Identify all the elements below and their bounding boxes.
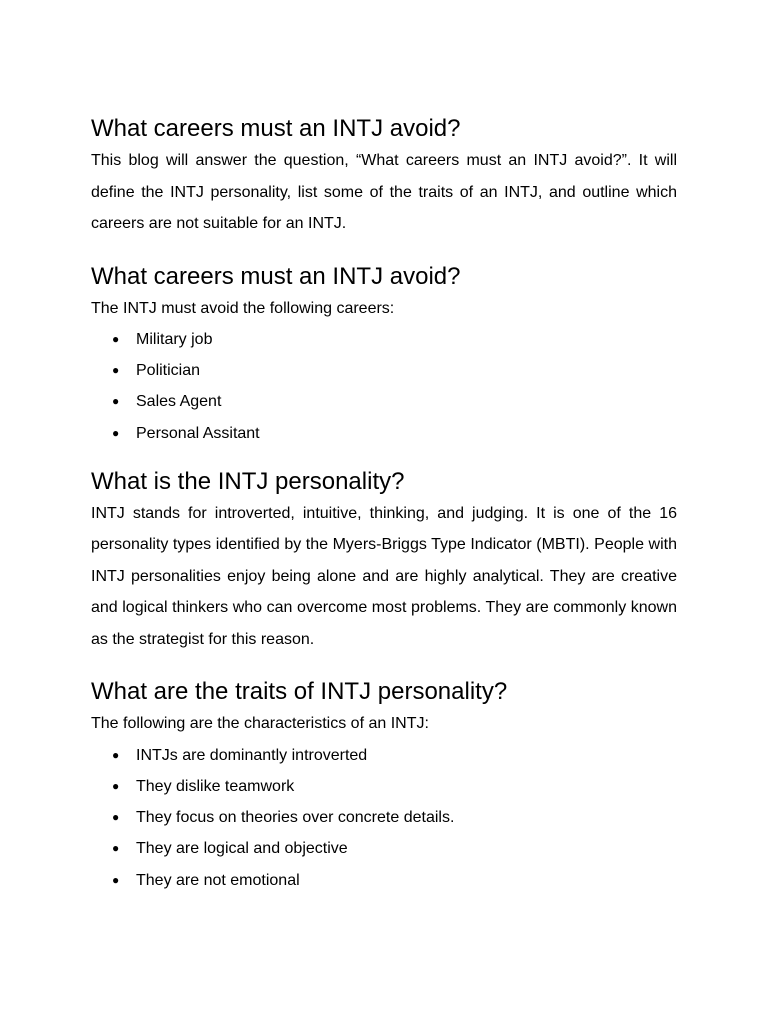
list-item (91, 740, 677, 771)
list-item-text: They focus on theories over concrete details. (136, 809, 455, 827)
list-item (91, 324, 677, 355)
list-item (91, 771, 677, 802)
list-item-text: They are not emotional (136, 871, 300, 889)
section-heading: What is the INTJ personality? (91, 467, 405, 495)
bullet-icon: ● (112, 394, 120, 409)
list-item (91, 355, 677, 386)
section-careers-to-avoid (91, 262, 677, 449)
list-item-text: Sales Agent (136, 393, 222, 411)
section-paragraph: INTJ stands for introverted, intuitive, thinking, and judging. It is one of the 16 personality types identified by the Myers-Briggs Type Indicator (MBTI). People with INTJ personalities enjoy being alone and are highly analytical. They are creative and logical thinkers who can overcome most problems. They are commonly known as the strategist for this reason. (91, 504, 677, 648)
bullet-icon: ● (112, 841, 120, 856)
bullet-icon: ● (112, 810, 120, 825)
section-heading: What are the traits of INTJ personality? (91, 678, 508, 706)
section-heading: What careers must an INTJ avoid? (91, 115, 461, 142)
section-paragraph: The INTJ must avoid the following careers: (91, 299, 395, 317)
list-item (91, 865, 677, 896)
traits-list (91, 740, 677, 896)
section-intj-traits (91, 677, 677, 896)
list-item (91, 833, 677, 864)
list-item-text: Politician (136, 362, 201, 380)
bullet-icon: ● (112, 872, 120, 887)
section-paragraph: The following are the characteristics of an INTJ: (91, 715, 429, 733)
bullet-icon: ● (112, 779, 120, 794)
section-intj-personality (91, 467, 677, 656)
bullet-icon: ● (112, 747, 120, 762)
bullet-icon: ● (112, 332, 120, 346)
section-paragraph: This blog will answer the question, “What careers must an INTJ avoid?”. It will define the INTJ personality, list some of the traits of an INTJ, and outline which careers are not suitable for an INTJ. (91, 152, 677, 232)
list-item-text: They are logical and objective (136, 840, 348, 858)
list-item-text: They dislike teamwork (136, 778, 295, 796)
list-item (91, 418, 677, 449)
careers-list (91, 324, 677, 449)
section-intro (91, 114, 677, 240)
list-item-text: Personal Assitant (136, 424, 260, 442)
document-page (91, 114, 677, 896)
bullet-icon: ● (112, 363, 120, 378)
section-heading: What careers must an INTJ avoid? (91, 262, 461, 290)
list-item (91, 386, 677, 417)
list-item-text: INTJs are dominantly introverted (136, 746, 368, 764)
list-item-text: Military job (136, 331, 213, 348)
list-item (91, 802, 677, 833)
bullet-icon: ● (112, 425, 120, 440)
